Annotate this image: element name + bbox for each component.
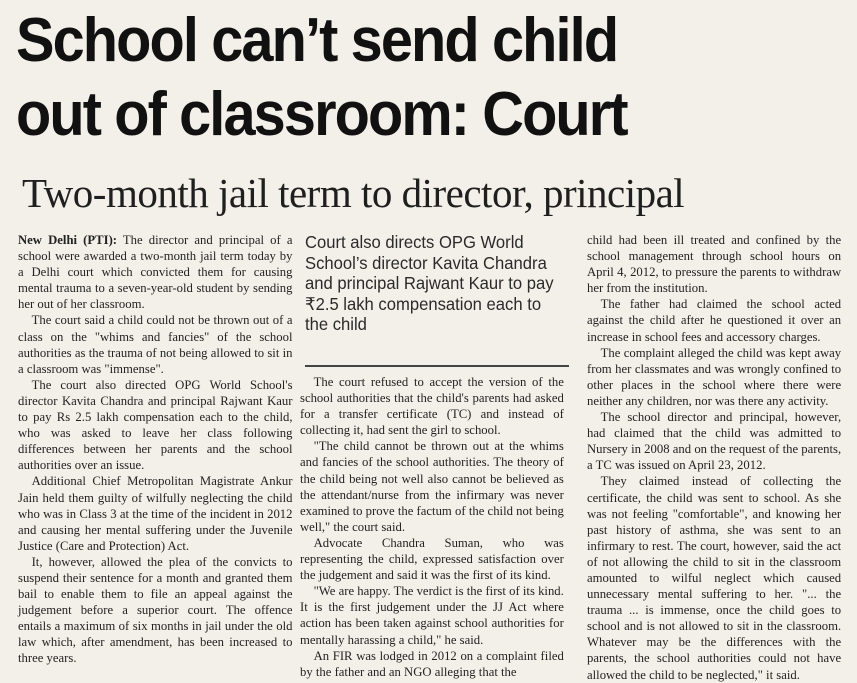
- headline: [16, 4, 788, 152]
- paragraph: The father had claimed the school acted against the child after he questioned it over an increase in school fees and accessory charges.: [587, 296, 842, 344]
- pull-quote-divider: [305, 365, 569, 367]
- paragraph: Additional Chief Metropolitan Magistrate Ankur Jain held them guilty of wilfully neglecting the child who was in Class 3 at the time of the incident in 2012 and causing her mental suffering under the Juvenile Justice (Care and Protection) Act.: [18, 473, 293, 553]
- paragraph: The court refused to accept the version of the school authorities that the child's parents had asked for a transfer certificate (TC) and instead of collecting it, had sent the girl to school.: [300, 374, 564, 438]
- headline-line-2: out of classroom: Court: [16, 80, 627, 149]
- paragraph-text: The director and principal of a school were awarded a two-month jail term today by a Delhi court which convicted them for causing mental trauma to a seven-year-old student by sending her out of her classroom.: [18, 232, 293, 312]
- paragraph: [18, 232, 293, 312]
- paragraph: "The child cannot be thrown out at the whims and fancies of the school authorities. The theory of the child being not well also cannot be believed as the attendant/nurse from the infirmary was never examined to prove the factum of the child not being well," the court said.: [300, 438, 564, 534]
- paragraph: child had been ill treated and confined by the school management through school hours on April 4, 2012, to pressure the parents to withdraw her from the institution.: [587, 232, 842, 296]
- article-column-3: [587, 232, 841, 683]
- paragraph: They claimed instead of collecting the certificate, the child was sent to school. As she was not feeling "comfortable", and knowing her past history of asthma, she was sent to an infirmary to rest. The court, however, said the act of not allowing the child to sit in the classroom amounted to wilful neglect which caused unnecessary mental suffering to her. "... the trauma ... is immense, once the child goes to school and is not allowed to sit in the classroom. Whatever may be the differences with the parents, the school authorities could not have allowed the child to be neglected," it said.: [587, 473, 842, 682]
- paragraph: An FIR was lodged in 2012 on a complaint filed by the father and an NGO alleging that the: [300, 647, 564, 679]
- article-column-1: [18, 232, 293, 667]
- paragraph: It, however, allowed the plea of the convicts to suspend their sentence for a month and granted them bail to enable them to file an appeal against the judgement before a superior court. The offence entails a maximum of six months in jail under the old law which, after amendment, has been increased to three years.: [18, 553, 293, 666]
- paragraph: "We are happy. The verdict is the first of its kind. It is the first judgement under the JJ Act where action has been taken against school authorities for mentally harassing a child," he said.: [300, 583, 564, 647]
- paragraph: The court also directed OPG World School's director Kavita Chandra and principal Rajwant Kaur to pay Rs 2.5 lakh compensation each to the child, who was asked to leave her class following differences between her parents and the school authorities over an issue.: [18, 376, 293, 473]
- paragraph: The complaint alleged the child was kept away from her classmates and was wrongly confined to other places in the school where there were neither any children, nor was there any activity.: [587, 344, 842, 408]
- paragraph: Advocate Chandra Suman, who was representing the child, expressed satisfaction over the judgement and said it was the first of its kind.: [300, 534, 564, 583]
- dateline: New Delhi (PTI):: [18, 232, 118, 247]
- pull-quote: Court also directs OPG World School’s director Kavita Chandra and principal Rajwant Kaur to pay ₹2.5 lakh compensation each to the child: [305, 232, 554, 334]
- subheadline: Two-month jail term to director, principal: [22, 170, 685, 216]
- paragraph: The school director and principal, however, had claimed that the child was admitted to Nursery in 2008 and on the request of the parents, a TC was issued on April 23, 2012.: [587, 409, 842, 473]
- paragraph: The court said a child could not be thrown out of a class on the "whims and fancies" of the school authorities as the trauma of not being allowed to sit in a classroom was "immense".: [18, 312, 293, 376]
- article-column-2: [300, 374, 564, 680]
- headline-line-1: School can’t send child: [16, 6, 618, 75]
